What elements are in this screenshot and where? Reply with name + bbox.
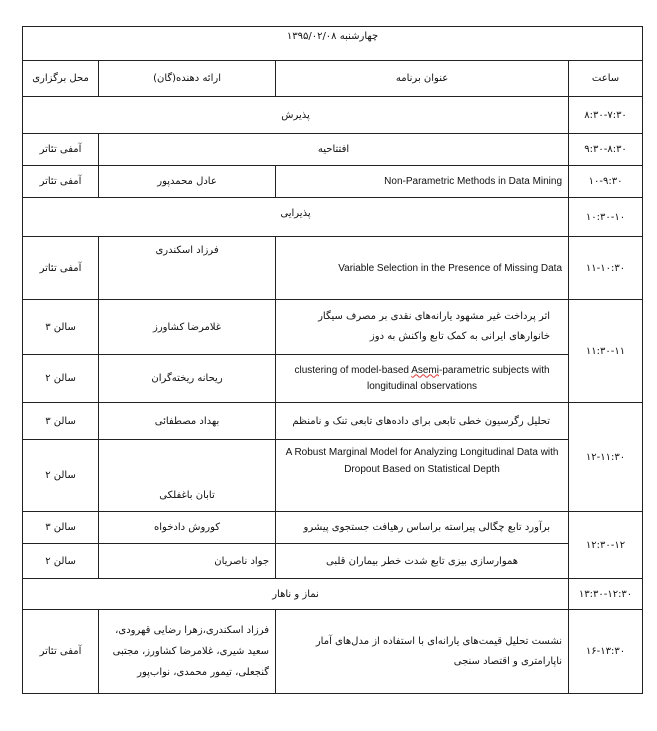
session-title: افتتاحیه (99, 134, 569, 166)
session-title: پذیرایی (23, 198, 569, 237)
row-talk (23, 403, 643, 440)
header-title: عنوان برنامه (276, 61, 569, 97)
row-opening (23, 134, 643, 166)
time-cell: ۱۲-۱۱:۳۰ (569, 403, 643, 512)
row-break (23, 198, 643, 237)
talk-title: هموارسازی بیزی تابع شدت خطر بیماران قلبی (276, 544, 569, 579)
time-cell: ۱۳:۳۰-۱۲:۳۰ (569, 579, 643, 610)
talk-title: اثر پرداخت غیر مشهود یارانه‌های نقدی بر مصرف سیگار خانوارهای ایرانی به کمک تابع واکنش به دوز (276, 300, 569, 355)
venue-cell: آمفی تئاتر (23, 237, 99, 300)
venue-cell: سالن ۲ (23, 440, 99, 512)
talk-title: Variable Selection in the Presence of Missing Data (276, 237, 569, 300)
talk-title: برآورد تابع چگالی پیراسته براساس رهیافت جستجوی پیشرو (276, 512, 569, 544)
header-time: ساعت (569, 61, 643, 97)
venue-cell: آمفی تئاتر (23, 134, 99, 166)
session-title: پذیرش (23, 97, 569, 134)
time-cell: ۱۶-۱۳:۳۰ (569, 610, 643, 694)
time-cell: ۱۲:۳۰-۱۲ (569, 512, 643, 579)
row-panel (23, 610, 643, 694)
row-talk (23, 166, 643, 198)
presenter-cell: عادل محمدپور (99, 166, 276, 198)
presenter-cell: بهداد مصطفائی (99, 403, 276, 440)
row-reception (23, 97, 643, 134)
venue-cell: سالن ۲ (23, 355, 99, 403)
row-talk (23, 440, 643, 512)
presenter-cell: کوروش دادخواه (99, 512, 276, 544)
venue-cell: سالن ۲ (23, 544, 99, 579)
header-venue: محل برگزاری (23, 61, 99, 97)
header-presenter: ارائه دهنده(گان) (99, 61, 276, 97)
time-cell: ۱۰-۹:۳۰ (569, 166, 643, 198)
venue-cell: سالن ۳ (23, 512, 99, 544)
title-part: clustering of model-based (294, 364, 412, 376)
venue-cell: سالن ۳ (23, 300, 99, 355)
row-talk (23, 355, 643, 403)
row-talk (23, 237, 643, 300)
row-talk (23, 512, 643, 544)
talk-title: نشست تحلیل قیمت‌های یارانه‌ای با استفاده از مدل‌های آمار ناپارامتری و اقتصاد سنجی (276, 610, 569, 694)
date-row (23, 27, 643, 61)
date-title: چهارشنبه ۱۳۹۵/۰۲/۰۸ (23, 27, 643, 61)
time-cell: ۱۱-۱۰:۳۰ (569, 237, 643, 300)
presenter-cell: غلامرضا کشاورز (99, 300, 276, 355)
venue-cell: آمفی تئاتر (23, 166, 99, 198)
header-row (23, 61, 643, 97)
presenter-cell: ریحانه ریخته‌گران (99, 355, 276, 403)
talk-title: A Robust Marginal Model for Analyzing Longitudinal Data with Dropout Based on Statistical Depth (276, 440, 569, 512)
row-talk (23, 300, 643, 355)
session-title: نماز و ناهار (23, 579, 569, 610)
venue-cell: آمفی تئاتر (23, 610, 99, 694)
time-cell: ۱۱:۳۰-۱۱ (569, 300, 643, 403)
row-talk (23, 544, 643, 579)
title-part: -parametric subjects with longitudinal observations (366, 364, 550, 392)
time-cell: ۱۰:۳۰-۱۰ (569, 198, 643, 237)
time-cell: ۸:۳۰-۷:۳۰ (569, 97, 643, 134)
presenter-cell: جواد ناصریان (99, 544, 276, 579)
presenter-cell: فرزاد اسکندری (99, 237, 276, 300)
presenter-cell: تابان باغفلکی (99, 440, 276, 512)
time-cell: ۹:۳۰-۸:۳۰ (569, 134, 643, 166)
venue-cell: سالن ۳ (23, 403, 99, 440)
schedule-table (22, 26, 643, 694)
talk-title: تحلیل رگرسیون خطی تابعی برای داده‌های تابعی تنک و نامنظم (276, 403, 569, 440)
misspelled-word: Asemi (411, 364, 439, 376)
talk-title: Non-Parametric Methods in Data Mining (276, 166, 569, 198)
row-lunch (23, 579, 643, 610)
presenter-cell: فرزاد اسکندری،زهرا رضایی قهرودی، سعید شیری، غلامرضا کشاورز، مجتبی گنجعلی، تیمور محمدی، نواب‌پور (99, 610, 276, 694)
talk-title (276, 355, 569, 403)
